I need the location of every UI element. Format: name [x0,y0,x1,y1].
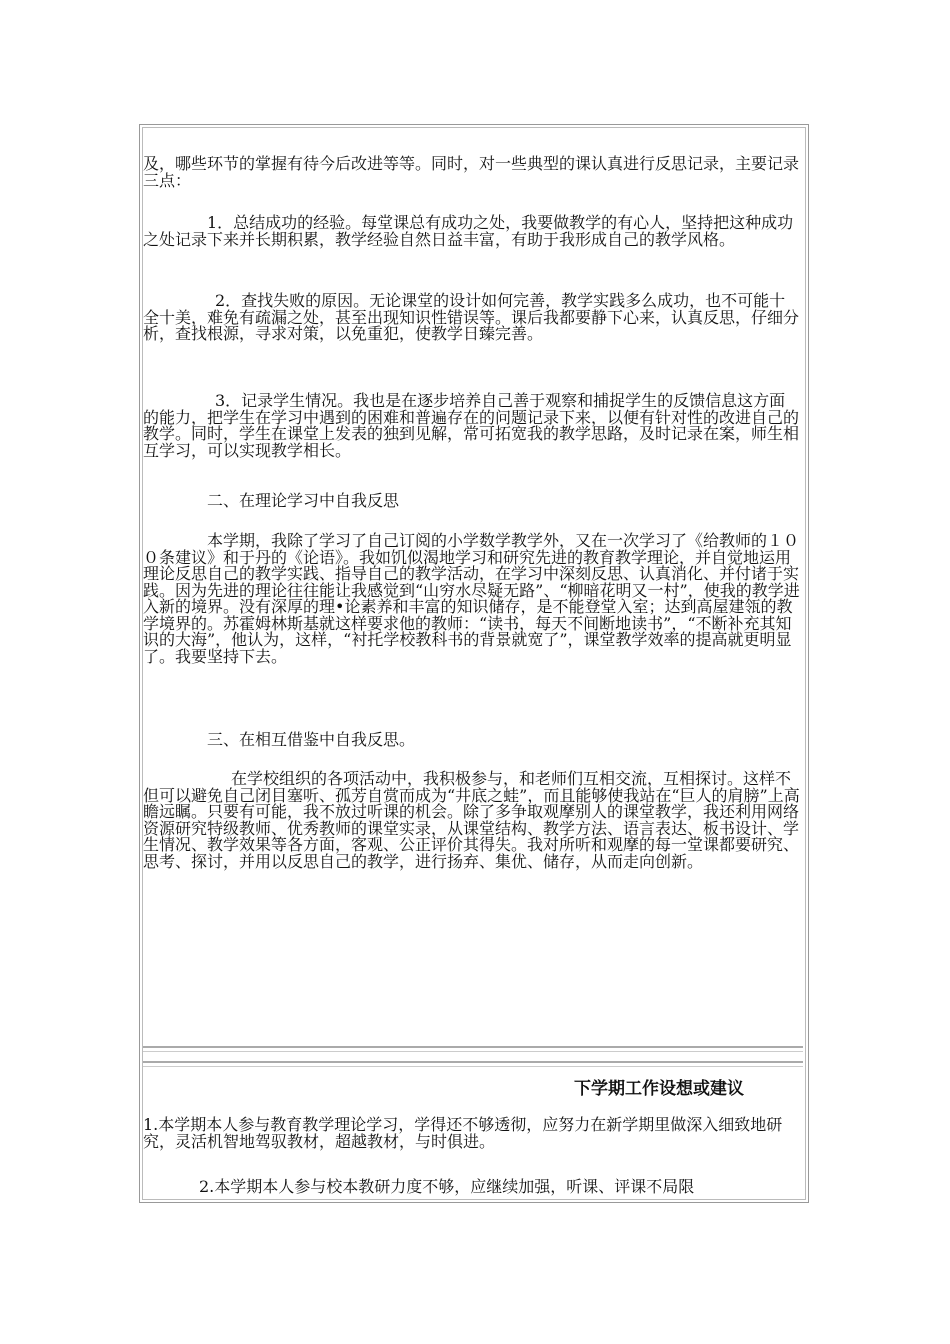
section-heading-theory [143,493,801,510]
section-heading-theory-text: 二、在理论学习中自我反思 [207,491,400,510]
theory-paragraph [143,533,801,665]
section-heading-mutual-text: 三、在相互借鉴中自我反思。 [207,730,416,749]
next-term-item-2 [143,1179,801,1196]
next-term-item-1 [143,1117,801,1150]
reflection-point-3 [143,393,801,459]
reflection-point-2-text: 2．查找失败的原因。无论课堂的设计如何完善，教学实践多么成功，也不可能十全十美，难免有疏漏之处，甚至出现知识性错误等。课后我都要静下心来，认真反思，仔细分析，查找根源，寻求对策，以免重犯，使教学日臻完善。 [143,291,800,343]
theory-paragraph-text: 本学期，我除了学习了自己订阅的小学数学教学外，又在一次学习了《给教师的１００条建议》和于丹的《论语》。我如饥似渴地学习和研究先进的教育教学理论，并自觉地运用理论反思自己的教学实践、指导自己的教学活动，在学习中深刻反思、认真消化、并付诸于实践。因为先进的理论往往能让我感觉到“山穷水尽疑无路”、“柳暗花明又一村”，使我的教学进入新的境界。没有深厚的理•论素养和丰富的知识储存，是不能登堂入室；达到高屋建瓴的教学境界的。苏霍姆林斯基就这样要求他的教师：“读书，每天不间断地读书”，“不断补充其知识的大海”，他认为，这样，“衬托学校教科书的背景就宽了”，课堂教学效率的提高就更明显了。我要坚持下去。 [143,531,800,666]
reflection-intro-text: 及，哪些环节的掌握有待今后改进等等。同时，对一些典型的课认真进行反思记录，主要记录三点： [143,154,800,190]
next-term-item-1-text: 1.本学期本人参与教育教学理论学习，学得还不够透彻，应努力在新学期里做深入细致地研究，灵活机智地驾驭教材，超越教材，与时俱进。 [143,1115,783,1151]
reflection-point-1-text: 1．总结成功的经验。每堂课总有成功之处，我要做教学的有心人，坚持把这种成功之处记录下来并长期积累，教学经验自然日益丰富，有助于我形成自己的教学风格。 [143,213,794,249]
reflection-point-3-text: 3．记录学生情况。我也是在逐步培养自己善于观察和捕捉学生的反馈信息这方面的能力，把学生在学习中遇到的困难和普遍存在的问题记录下来，以便有针对性的改进自己的教学。同时，学生在课堂上发表的独到见解，常可拓宽我的教学思路，及时记录在案，师生相互学习，可以实现教学相长。 [143,391,800,460]
row-divider [143,1061,803,1067]
reflection-point-1 [143,215,801,248]
reflection-point-2 [143,293,801,343]
mutual-paragraph [143,771,801,870]
next-term-item-2-text: 2.本学期本人参与校本教研力度不够，应继续加强，听课、评课不局限 [199,1177,695,1196]
reflection-intro [143,156,801,189]
mutual-paragraph-text: 在学校组织的各项活动中，我积极参与，和老师们互相交流，互相探讨。这样不但可以避免自己闭目塞听、孤芳自赏而成为“井底之蛙”，而且能够使我站在“巨人的肩膀”上高瞻远瞩。只要有可能，我不放过听课的机会。除了多争取观摩别人的课堂教学，我还利用网络资源研究特级教师、优秀教师的课堂实录，从课堂结构、教学方法、语言表达、板书设计、学生情况、教学效果等各方面，客观、公正评价其得失。我对所听和观摩的每一堂课都要研究、思考、探讨，并用以反思自己的教学，进行扬弃、集优、储存，从而走向创新。 [143,769,800,871]
next-term-title: 下学期工作设想或建议 [574,1079,744,1099]
section-heading-mutual [143,732,801,749]
row-divider [143,1046,803,1052]
